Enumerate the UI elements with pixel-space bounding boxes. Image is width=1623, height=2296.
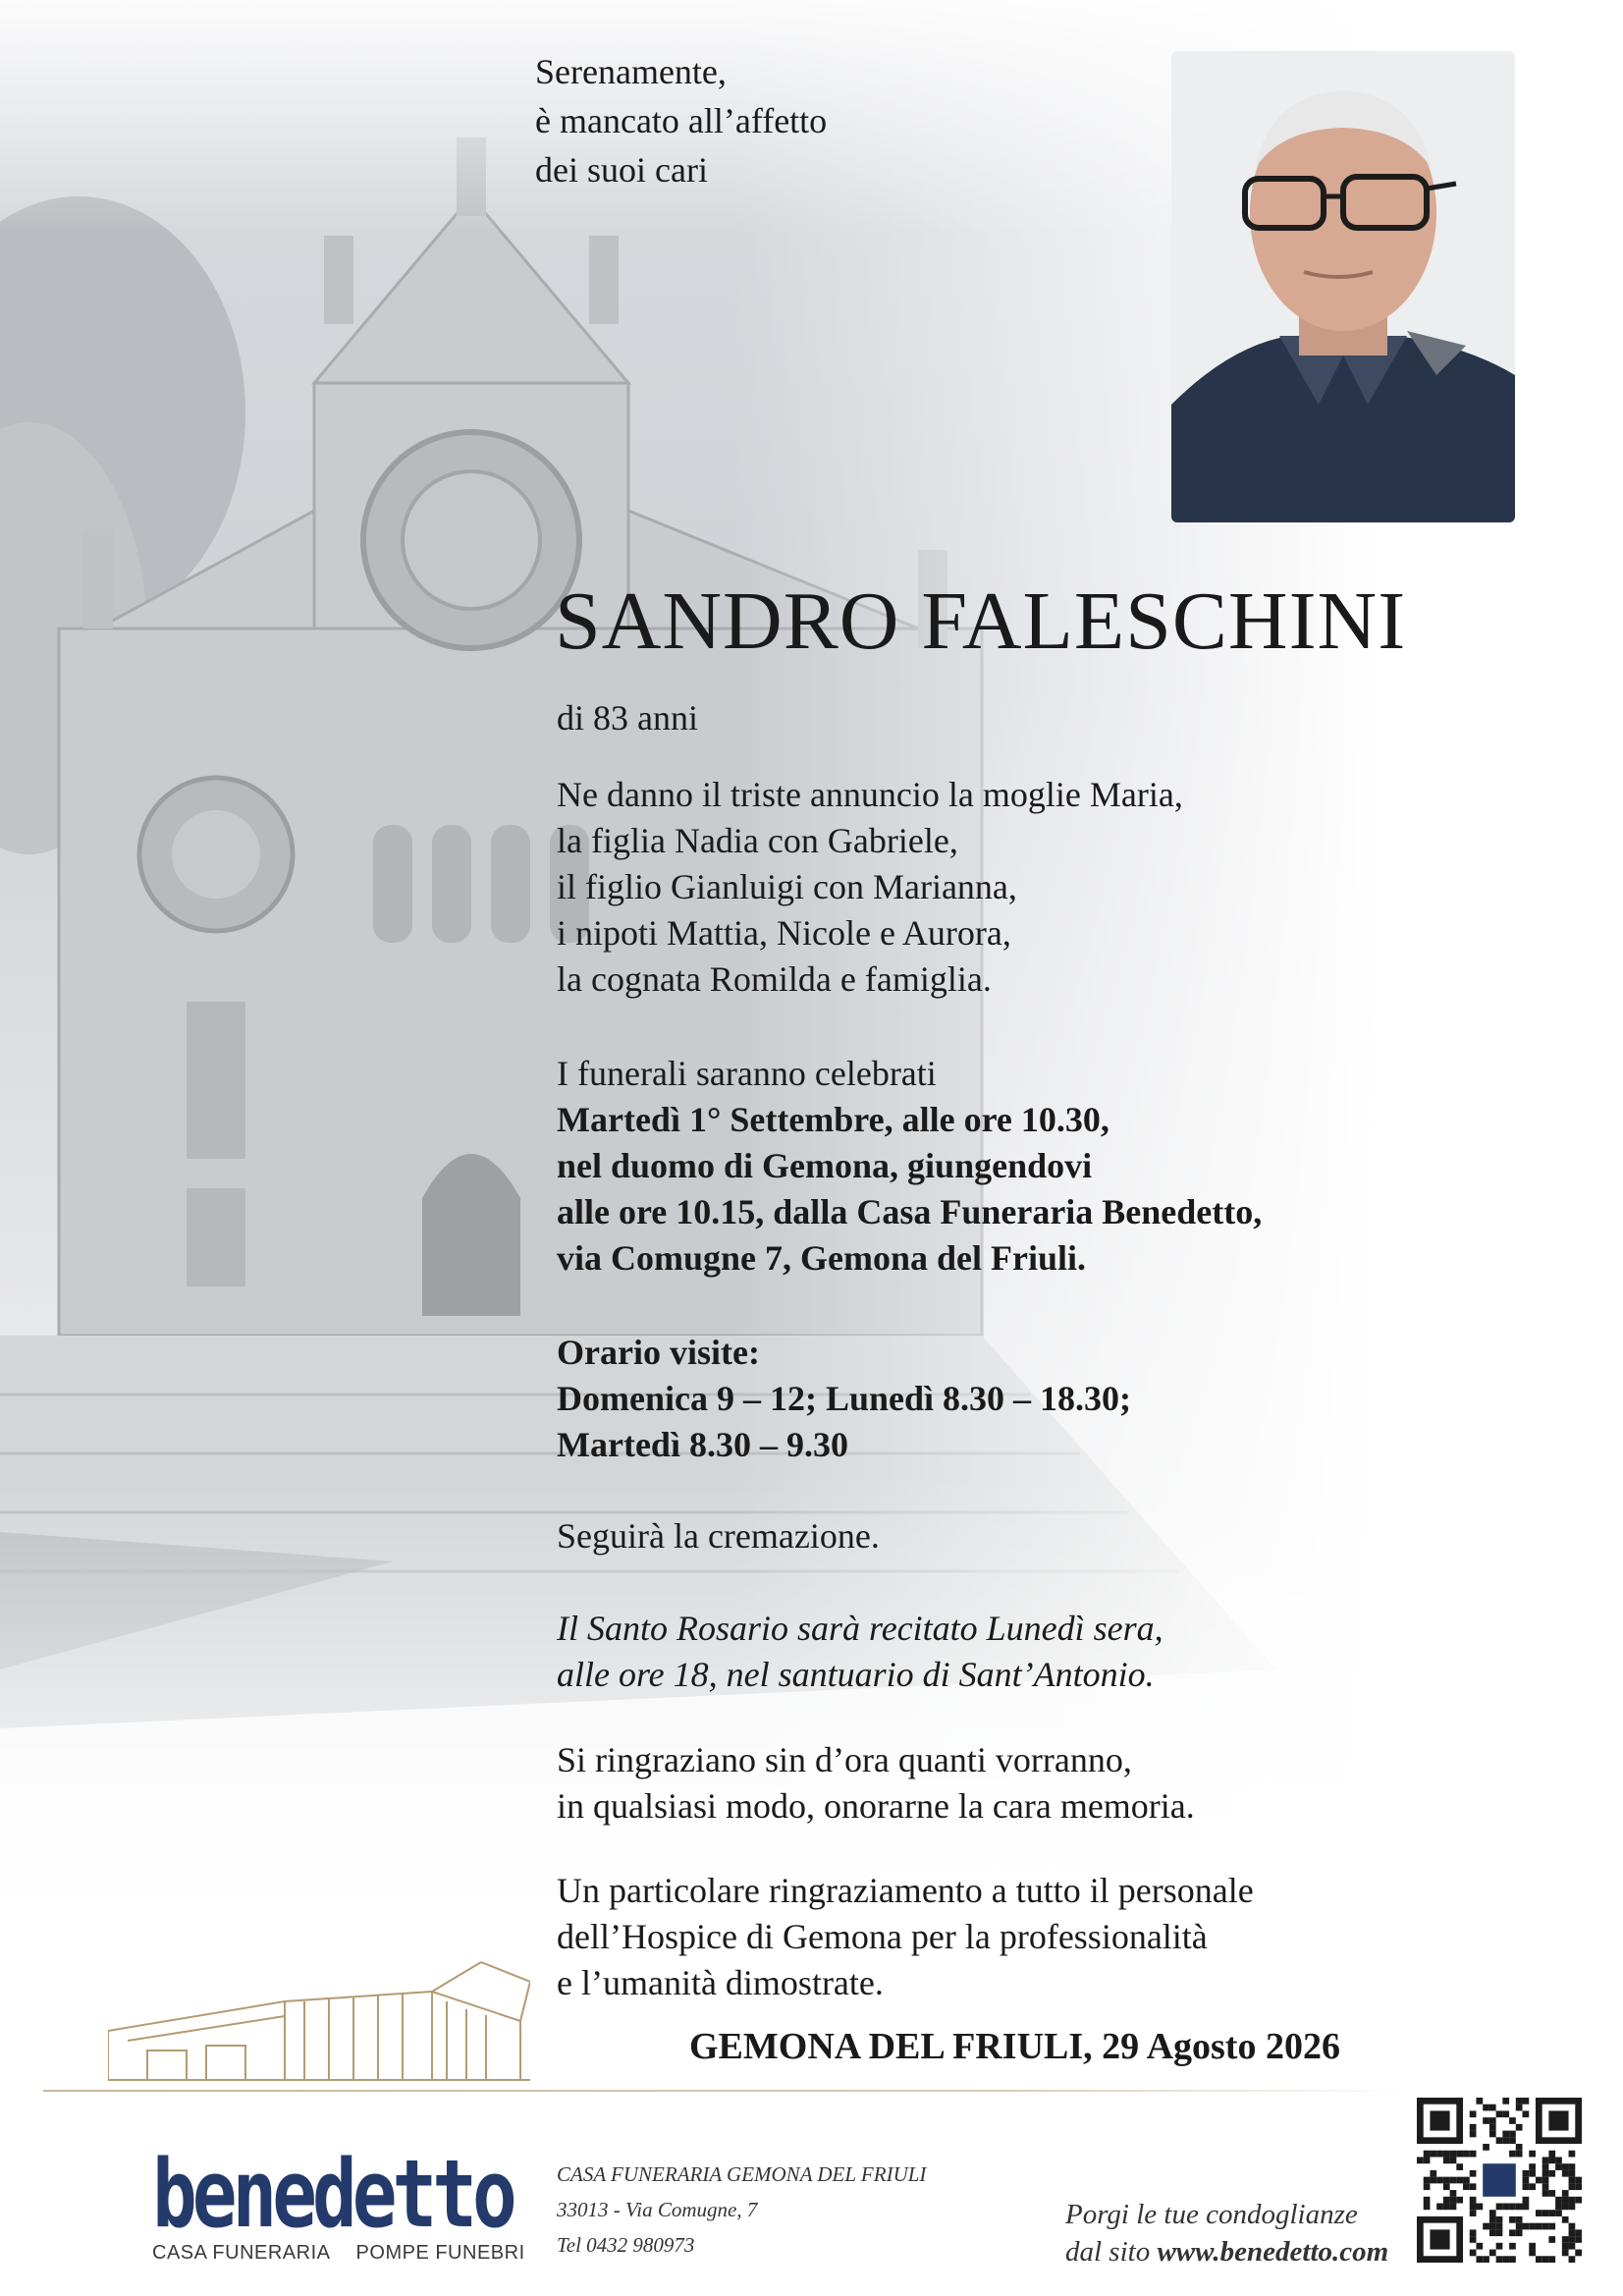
thanks-line: Si ringraziano sin d’ora quanti vorranno, (557, 1740, 1132, 1779)
qr-module (1443, 2177, 1450, 2184)
qr-module (1496, 2204, 1503, 2211)
qr-module (1483, 2223, 1489, 2230)
qr-module (1496, 2137, 1503, 2144)
qr-module (1450, 2204, 1457, 2211)
rosary-note (557, 1606, 1163, 1698)
qr-module (1443, 2204, 1450, 2211)
funeral-home-building-icon (108, 1942, 530, 2090)
qr-module (1562, 2250, 1569, 2257)
qr-module (1476, 2204, 1483, 2211)
funeral-line: alle ore 10.15, dalla Casa Funeraria Benedetto, (557, 1192, 1263, 1231)
qr-module (1496, 2229, 1503, 2236)
qr-module (1424, 2183, 1431, 2190)
special-thanks-note (557, 1868, 1254, 2006)
qr-module (1575, 2250, 1582, 2257)
qr-module (1569, 2223, 1576, 2230)
qr-module (1569, 2204, 1576, 2211)
qr-module (1569, 2197, 1576, 2204)
qr-module (1470, 2151, 1477, 2158)
contact-line: Tel 0432 980973 (557, 2233, 695, 2257)
funeral-details (557, 1051, 1262, 1282)
cremation-note (557, 1513, 880, 1559)
qr-module (1516, 2144, 1523, 2151)
portrait-photo (1171, 51, 1515, 522)
qr-module (1569, 2151, 1576, 2158)
qr-module (1509, 2131, 1516, 2138)
qr-module (1542, 2190, 1549, 2197)
qr-module (1529, 2163, 1536, 2170)
cremation-line: Seguirà la cremazione. (557, 1516, 880, 1556)
qr-module (1430, 2151, 1436, 2158)
qr-module (1569, 2236, 1576, 2243)
qr-module (1569, 2170, 1576, 2177)
qr-module (1476, 2256, 1483, 2263)
qr-module (1489, 2223, 1496, 2230)
condolences-note (1065, 2196, 1388, 2270)
qr-module (1509, 2117, 1516, 2124)
deceased-name: SANDRO FALESCHINI (555, 575, 1407, 667)
qr-module (1562, 2204, 1569, 2211)
brand-subtitle-item: POMPE FUNEBRI (355, 2242, 525, 2264)
qr-module (1542, 2177, 1549, 2184)
qr-module (1529, 2170, 1536, 2177)
qr-module (1529, 2243, 1536, 2250)
qr-module (1430, 2110, 1449, 2130)
qr-module (1489, 2250, 1496, 2257)
qr-module (1569, 2177, 1576, 2184)
qr-module (1562, 2243, 1569, 2250)
qr-module (1562, 2216, 1569, 2223)
family-line: la figlia Nadia con Gabriele, (557, 821, 958, 860)
special-thanks-line: e l’umanità dimostrate. (557, 1963, 884, 2002)
qr-module (1430, 2177, 1436, 2184)
intro-line: è mancato all’affetto (535, 101, 828, 140)
qr-module (1569, 2229, 1576, 2236)
qr-module (1548, 2170, 1555, 2177)
contact-line: 33013 - Via Comugne, 7 (557, 2198, 758, 2221)
condolences-prefix: dal sito (1065, 2236, 1158, 2268)
qr-module (1542, 2183, 1549, 2190)
qr-module (1417, 2157, 1424, 2163)
brand-logo-text: benedetto (152, 2139, 513, 2249)
qr-module (1496, 2223, 1503, 2230)
rosary-line: alle ore 18, nel santuario di Sant’Antonio. (557, 1655, 1155, 1694)
qr-module (1562, 2236, 1569, 2243)
qr-module (1562, 2197, 1569, 2204)
qr-module (1555, 2163, 1562, 2170)
qr-module (1536, 2177, 1542, 2184)
qr-module (1516, 2216, 1523, 2223)
qr-module (1516, 2105, 1523, 2111)
brand-subtitle (152, 2242, 545, 2265)
qr-module (1516, 2223, 1523, 2230)
qr-code-icon[interactable] (1417, 2098, 1582, 2263)
qr-module (1463, 2183, 1470, 2190)
qr-module (1470, 2236, 1477, 2243)
qr-module (1536, 2210, 1542, 2216)
qr-module (1502, 2098, 1509, 2105)
qr-module (1443, 2183, 1450, 2190)
funeral-intro: I funerali saranno celebrati (557, 1054, 937, 1093)
qr-module (1483, 2256, 1489, 2263)
qr-module (1523, 2223, 1530, 2230)
qr-module (1463, 2151, 1470, 2158)
qr-module (1430, 2229, 1449, 2249)
qr-module (1489, 2131, 1496, 2138)
qr-module (1523, 2177, 1530, 2184)
qr-module (1456, 2197, 1463, 2204)
qr-module (1424, 2151, 1431, 2158)
qr-module (1523, 2183, 1530, 2190)
qr-module (1489, 2105, 1496, 2111)
qr-module (1509, 2243, 1516, 2250)
intro-line: dei suoi cari (535, 150, 708, 190)
qr-module (1548, 2110, 1568, 2130)
funeral-line: nel duomo di Gemona, giungendovi (557, 1146, 1093, 1185)
qr-module (1542, 2210, 1549, 2216)
qr-module (1424, 2197, 1431, 2204)
qr-module (1548, 2210, 1555, 2216)
qr-module (1470, 2183, 1477, 2190)
thanks-line: in qualsiasi modo, onorarne la cara memoria. (557, 1786, 1195, 1826)
qr-module (1489, 2124, 1496, 2131)
qr-module (1489, 2216, 1496, 2223)
qr-module (1509, 2204, 1516, 2211)
funeral-line: via Comugne 7, Gemona del Friuli. (557, 1238, 1086, 1278)
qr-module (1436, 2151, 1443, 2158)
qr-module (1430, 2170, 1436, 2177)
qr-module (1555, 2204, 1562, 2211)
qr-module (1529, 2223, 1536, 2230)
qr-module (1502, 2131, 1509, 2138)
qr-module (1489, 2117, 1496, 2124)
qr-module (1562, 2163, 1569, 2170)
visits-title: Orario visite: (557, 1333, 760, 1372)
qr-module (1555, 2210, 1562, 2216)
qr-module (1542, 2170, 1549, 2177)
qr-module (1483, 2163, 1516, 2197)
qr-module (1450, 2190, 1457, 2197)
qr-module (1450, 2177, 1457, 2184)
qr-module (1516, 2098, 1523, 2105)
qr-module (1470, 2124, 1477, 2131)
condolences-line: Porgi le tue condoglianze (1065, 2199, 1358, 2230)
qr-module (1502, 2204, 1509, 2211)
qr-module (1548, 2190, 1555, 2197)
qr-module (1450, 2197, 1457, 2204)
qr-module (1470, 2210, 1477, 2216)
qr-module (1575, 2229, 1582, 2236)
qr-module (1502, 2110, 1509, 2117)
qr-module (1548, 2151, 1555, 2158)
qr-module (1470, 2110, 1477, 2117)
visiting-hours (557, 1330, 1131, 1468)
qr-module (1575, 2183, 1582, 2190)
qr-module (1470, 2250, 1477, 2257)
qr-module (1456, 2151, 1463, 2158)
condolences-line (1065, 2233, 1388, 2270)
qr-module (1529, 2151, 1536, 2158)
qr-module (1523, 2110, 1530, 2117)
qr-module (1502, 2256, 1509, 2263)
qr-module (1496, 2243, 1503, 2250)
qr-module (1523, 2098, 1530, 2105)
qr-module (1548, 2157, 1555, 2163)
qr-module (1516, 2151, 1523, 2158)
deceased-age: di 83 anni (557, 698, 698, 738)
qr-module (1569, 2163, 1576, 2170)
qr-module (1548, 2236, 1555, 2243)
qr-module (1516, 2124, 1523, 2131)
qr-module (1509, 2229, 1516, 2236)
qr-module (1443, 2151, 1450, 2158)
qr-module (1470, 2204, 1477, 2211)
qr-module (1489, 2210, 1496, 2216)
footer-divider (43, 2090, 1418, 2092)
qr-module (1542, 2256, 1549, 2263)
qr-module (1450, 2151, 1457, 2158)
qr-module (1536, 2223, 1542, 2230)
qr-module (1470, 2197, 1477, 2204)
qr-module (1436, 2204, 1443, 2211)
intro-line: Serenamente, (535, 52, 727, 91)
qr-module (1436, 2177, 1443, 2184)
qr-module (1470, 2170, 1477, 2177)
qr-module (1496, 2216, 1503, 2223)
family-line: il figlio Gianluigi con Marianna, (557, 867, 1017, 906)
qr-module (1523, 2197, 1530, 2204)
qr-module (1548, 2256, 1555, 2263)
qr-module (1542, 2223, 1549, 2230)
qr-module (1536, 2256, 1542, 2263)
visits-line: Martedì 8.30 – 9.30 (557, 1425, 848, 1464)
qr-module (1529, 2250, 1536, 2257)
qr-module (1476, 2243, 1483, 2250)
qr-module (1575, 2197, 1582, 2204)
qr-module (1483, 2105, 1489, 2111)
qr-module (1496, 2256, 1503, 2263)
qr-module (1450, 2157, 1457, 2163)
family-line: Ne danno il triste annuncio la moglie Maria, (557, 775, 1183, 814)
qr-module (1483, 2117, 1489, 2124)
qr-module (1496, 2110, 1503, 2117)
intro-text (535, 47, 827, 194)
qr-module (1424, 2204, 1431, 2211)
qr-module (1555, 2157, 1562, 2163)
funeral-line: Martedì 1° Settembre, alle ore 10.30, (557, 1100, 1109, 1139)
special-thanks-line: Un particolare ringraziamento a tutto il personale (557, 1871, 1254, 1910)
funeral-home-contact (557, 2157, 926, 2263)
qr-module (1542, 2163, 1549, 2170)
qr-module (1509, 2256, 1516, 2263)
qr-module (1562, 2170, 1569, 2177)
qr-module (1463, 2177, 1470, 2184)
qr-module (1470, 2131, 1477, 2138)
qr-module (1516, 2204, 1523, 2211)
thanks-note (557, 1737, 1195, 1830)
qr-module (1555, 2197, 1562, 2204)
qr-module (1529, 2183, 1536, 2190)
qr-module (1502, 2137, 1509, 2144)
qr-module (1569, 2243, 1576, 2250)
qr-module (1569, 2183, 1576, 2190)
special-thanks-line: dell’Hospice di Gemona per la professionalità (557, 1917, 1208, 1956)
qr-module (1443, 2157, 1450, 2163)
place-date: GEMONA DEL FRIULI, 29 Agosto 2026 (689, 2026, 1340, 2067)
qr-module (1509, 2137, 1516, 2144)
qr-module (1569, 2256, 1576, 2263)
qr-module (1575, 2236, 1582, 2243)
qr-module (1483, 2144, 1489, 2151)
qr-module (1516, 2229, 1523, 2236)
visits-line: Domenica 9 – 12; Lunedì 8.30 – 18.30; (557, 1379, 1131, 1418)
brand-subtitle-item: CASA FUNERARIA (152, 2242, 331, 2264)
family-line: la cognata Romilda e famiglia. (557, 959, 992, 999)
qr-module (1509, 2151, 1516, 2158)
rosary-line: Il Santo Rosario sarà recitato Lunedì sera, (557, 1609, 1163, 1648)
qr-module (1542, 2157, 1549, 2163)
qr-module (1470, 2229, 1477, 2236)
qr-module (1548, 2223, 1555, 2230)
qr-module (1509, 2216, 1516, 2223)
family-announcement (557, 772, 1183, 1003)
qr-module (1489, 2229, 1496, 2236)
family-line: i nipoti Mattia, Nicole e Aurora, (557, 913, 1011, 953)
qr-module (1424, 2177, 1431, 2184)
website-link[interactable]: www.benedetto.com (1157, 2236, 1389, 2268)
qr-module (1476, 2098, 1483, 2105)
qr-module (1456, 2177, 1463, 2184)
qr-module (1562, 2190, 1569, 2197)
contact-line: CASA FUNERARIA GEMONA DEL FRIULI (557, 2162, 927, 2186)
qr-module (1456, 2163, 1463, 2170)
qr-module (1523, 2170, 1530, 2177)
qr-module (1443, 2197, 1450, 2204)
qr-module (1523, 2204, 1530, 2211)
qr-module (1575, 2177, 1582, 2184)
qr-module (1424, 2157, 1431, 2163)
